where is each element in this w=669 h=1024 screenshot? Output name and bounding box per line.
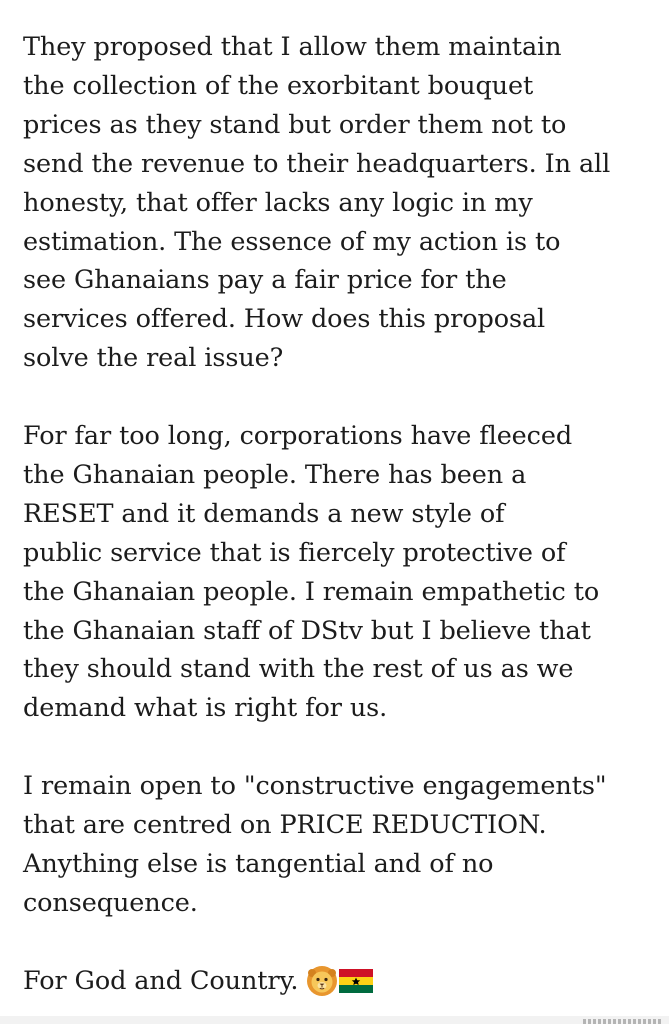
text-line: solve the real issue? bbox=[23, 343, 284, 374]
paragraph-1 bbox=[23, 28, 663, 378]
signoff-line bbox=[23, 962, 663, 1001]
text-line: that are centred on PRICE REDUCTION. bbox=[23, 810, 547, 841]
paragraph-gap bbox=[23, 378, 663, 417]
ghana-flag-emoji-icon bbox=[339, 969, 373, 993]
text-line: estimation. The essence of my action is to bbox=[23, 226, 561, 257]
text-line: public service that is fiercely protective of bbox=[23, 537, 566, 568]
text-line: send the revenue to their headquarters. In all bbox=[23, 148, 611, 179]
bottom-edge-mark bbox=[583, 1019, 661, 1024]
text-line: demand what is right for us. bbox=[23, 693, 388, 724]
paragraph-gap bbox=[23, 728, 663, 767]
text-line: honesty, that offer lacks any logic in my bbox=[23, 187, 533, 218]
text-line: I remain open to "constructive engagements" bbox=[23, 771, 607, 802]
text-line: Anything else is tangential and of no bbox=[23, 849, 494, 879]
bottom-edge-strip bbox=[0, 1016, 669, 1024]
signoff-emojis bbox=[306, 965, 373, 997]
text-line: they should stand with the rest of us as we bbox=[23, 654, 574, 685]
signoff-text: For God and Country. bbox=[23, 965, 299, 996]
text-line: the Ghanaian people. There has been a bbox=[23, 459, 527, 490]
statement-body bbox=[23, 28, 663, 1001]
text-line: see Ghanaians pay a fair price for the bbox=[23, 265, 507, 296]
text-line: consequence. bbox=[23, 887, 198, 918]
paragraph-gap bbox=[23, 923, 663, 962]
text-line: the collection of the exorbitant bouquet bbox=[23, 70, 534, 101]
lion-face-emoji-icon bbox=[306, 965, 338, 997]
text-line: They proposed that I allow them maintain bbox=[23, 32, 562, 62]
text-line: services offered. How does this proposal bbox=[23, 304, 546, 335]
text-line: the Ghanaian people. I remain empathetic to bbox=[23, 576, 600, 607]
text-line: For far too long, corporations have fleeced bbox=[23, 421, 573, 452]
text-line: prices as they stand but order them not to bbox=[23, 109, 567, 140]
text-line: RESET and it demands a new style of bbox=[23, 498, 505, 529]
paragraph-3 bbox=[23, 767, 663, 923]
paragraph-2 bbox=[23, 417, 663, 728]
text-line: the Ghanaian staff of DStv but I believe that bbox=[23, 615, 591, 646]
